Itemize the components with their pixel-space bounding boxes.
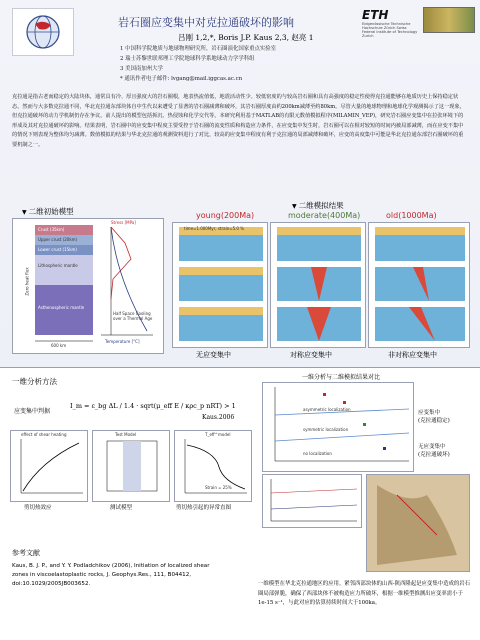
results-heading	[292, 200, 344, 211]
eth-wordmark: ETH	[362, 8, 389, 22]
col-young-caption: 无应变集中	[196, 351, 231, 359]
label-temp: Temperature [°C]	[105, 339, 140, 344]
eth-subtitle: Eidgenössische Technische Hochschule Zürich Swiss Federal Institute of Technology Zurich	[362, 22, 418, 38]
moderate-model-snapshots	[271, 223, 365, 347]
poster-title: 岩石圈应变集中对克拉通破坏的影响	[118, 16, 294, 29]
label-left-bc: Zero heat flux	[24, 267, 30, 296]
col-moderate-caption: 对称应变集中	[290, 351, 332, 359]
ncc-plot	[263, 475, 361, 527]
strain-text: 应变集中 (克拉通稳定)	[418, 410, 450, 424]
reference-text: Kaus, B. J. P., and Y. Y. Podladchikov (2006), Initiation of localized shear zones in viscoelastoplastic rocks, J. Geophys.Res., 111, B04412, doi:10.1029/2005JB003652.	[12, 563, 210, 587]
label-lith-mantle: Lithospheric mantle	[38, 263, 78, 268]
ncc-chart	[262, 474, 362, 528]
initial-model-panel	[12, 218, 164, 354]
plot3-caption: 剪切热引起的异常直图	[176, 505, 232, 511]
comparison-title: 一维分析与二维模拟结果对比	[302, 374, 381, 381]
plot-shear-heating	[10, 430, 88, 502]
triangle-icon: ▼	[22, 209, 27, 216]
col-moderate-panel	[270, 222, 366, 348]
noloc-label: no localization	[303, 451, 332, 456]
col-moderate-title: moderate(400Ma)	[288, 211, 361, 220]
label-stress: Stress [MPa]	[111, 220, 136, 225]
initial-model-heading	[22, 206, 74, 217]
test-model-chart	[93, 431, 169, 501]
asym-label: asymmetric localization	[303, 407, 351, 412]
plot1-title: effect of shear heating	[21, 432, 67, 437]
strain-label: Strain = 25%	[205, 485, 232, 490]
layer-asthenosphere	[35, 285, 93, 335]
layer-lithospheric-mantle	[35, 255, 93, 285]
affiliation-1: 1 中国科学院地质与地球物理研究所，岩石圈演化国家重点实验室	[120, 46, 277, 52]
affiliation-3: 3 美国南加州大学	[120, 66, 163, 72]
triangle-icon: ▼	[292, 203, 297, 210]
globe-icon	[13, 9, 73, 55]
time-label-1: time=1.000Myr, strain=5.0 %	[184, 226, 245, 231]
section-divider	[0, 367, 480, 368]
col-young-title: young(200Ma)	[196, 211, 255, 220]
comparison-chart	[262, 382, 414, 472]
col-old-caption: 非对称应变集中	[388, 351, 437, 359]
col-old-title: old(1000Ma)	[386, 211, 437, 220]
stress-profile	[111, 227, 131, 299]
plot3-title: T_eff^model	[205, 432, 231, 437]
map-image	[367, 475, 469, 571]
gfd-logo	[423, 7, 475, 33]
initial-model-heading-text: 二维初始模型	[28, 207, 74, 216]
label-halfspace: Half Space Cooling over a Thermal Age	[113, 311, 153, 321]
label-crust: Crust (35km)	[38, 227, 65, 232]
old-model-snapshots	[369, 223, 469, 347]
label-upper-crust: Upper crust (20km)	[38, 237, 78, 242]
criterion-label: 应变集中判据	[14, 408, 51, 415]
plot2-title: Test Model	[115, 432, 137, 437]
young-model-snapshots	[173, 223, 267, 347]
results-heading-text: 二维模拟结果	[298, 201, 344, 210]
affiliation-email: * 通讯作者电子邮件: lvgang@mail.iggcas.ac.cn	[120, 76, 243, 82]
initial-model-figure	[13, 219, 163, 353]
application-text: 一维模型在华北克拉通地区的应用。紧邻西部块体的山西-陕西隆起是应变集中造成的岩石圈局部弹脆，确保了西部块体不被构造应力所破坏，根据一维模型推测出应变率需小于 1e-15 s⁻¹，与此对应的估算持续时间大于100ka。	[258, 581, 471, 606]
formula: I_m = ε_bg ΔL / 1.4 · sqrt(μ_eff E / κρc_p nRT) > 1	[70, 402, 236, 410]
iggcas-logo	[12, 8, 74, 56]
no-strain-text: 无应变集中 (克拉通破坏)	[418, 444, 450, 458]
abstract: 克拉通是指古老而稳定的大陆块体，通常具有冷、厚且强度大的岩石圈根，地表热流值低，地震活动性少。较低密度的与较高岩石圈和具有高强度的稳定性使得克拉通能够在地质历史上保持稳定状态。然而与大多数克拉通不同，华北克拉通东部块体自中生代以来遭受了显著的岩石圈减薄和破坏，其岩石圈厚度由约200km减薄至约80km。尽管大量的地球物理和地球化学观测揭示了这一现象，但克拉通破坏的动力学机制仍存在争议。前人提出的模型包括拆沉、热侵蚀和化学交代等。本研究利用基于MATLAB的有限元数值模拟程序(MILAMIN_VEP)，研究岩石圈应变集中在拉张环境下的形成及其对克拉通破坏的影响。结果表明，岩石圈中的应变集中程度主要受控于岩石圈的流变性质和构造应力条件，在应变集中发生时，岩石圈可以在相对较短的时间内被局部减薄，而在应变不集中的情况下则表现为整体均匀减薄。数值模拟的结果与华北克拉通的观测资料进行了对比，较高的应变集中程度有利于克拉通的局部减薄和破坏，应变的高度集中可能是华北克拉通东部岩石圈破坏的重要机制之一。	[12, 94, 465, 148]
ncc-map	[366, 474, 470, 572]
plot1-caption: 剪切热效应	[24, 505, 52, 511]
1d-analysis-heading: 一维分析方法	[12, 377, 57, 386]
col-old-panel	[368, 222, 470, 348]
eth-logo	[362, 8, 420, 38]
col-young-panel	[172, 222, 268, 348]
authors: 吕刚 1,2,*, Boris J.P. Kaus 2,3, 赵亮 1	[178, 33, 314, 42]
label-lower-crust: Lower crust (15km)	[38, 247, 77, 252]
anomaly-chart	[175, 431, 251, 501]
affiliation-2: 2 瑞士苏黎世联邦理工学院地球科学系地球动力学学科组	[120, 56, 255, 62]
plot2-caption: 测试模型	[110, 505, 133, 511]
formula-ref: Kaus.2006	[202, 414, 235, 421]
shear-heating-chart	[11, 431, 87, 501]
plot-anomaly	[174, 430, 252, 502]
label-asthenosphere: Asthenospheric mantle	[38, 305, 85, 310]
reference-heading: 参考文献	[12, 549, 40, 557]
label-width: 600 km	[51, 343, 67, 348]
plot-test-model	[92, 430, 170, 502]
sym-label: symmetric localization	[303, 427, 349, 432]
